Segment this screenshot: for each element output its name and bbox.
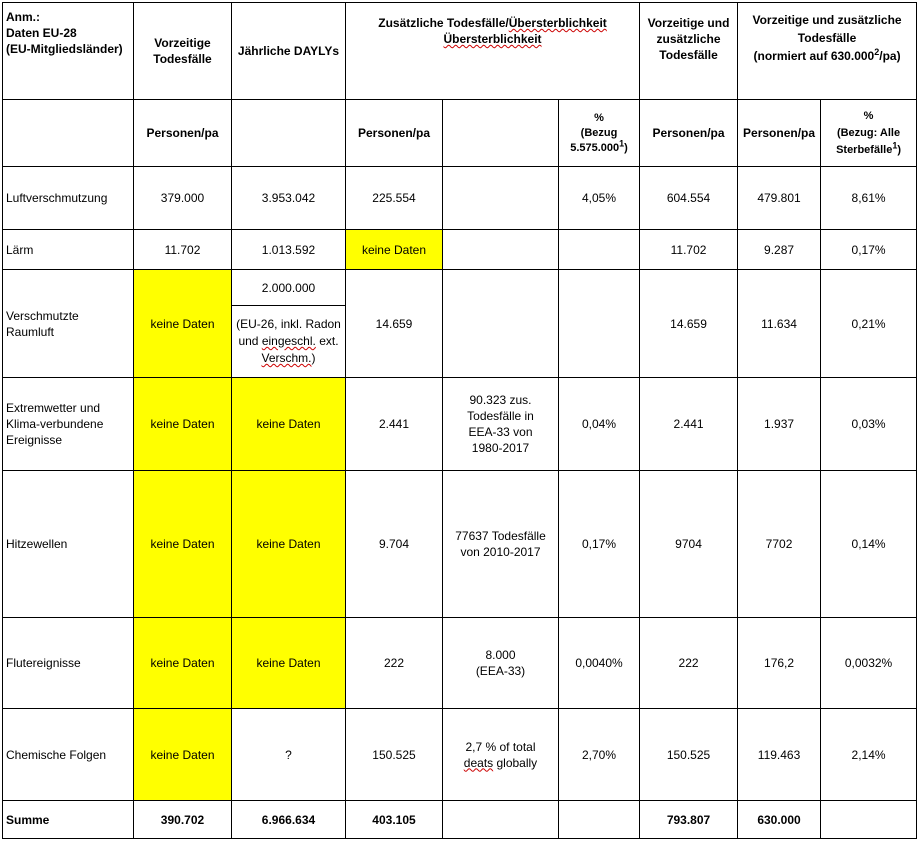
table-row: [3, 167, 917, 230]
cell-note: 90.323 zus. Todesfälle in EEA-33 von 1980-2017: [443, 378, 559, 471]
cell-pct-alle: 2,14%: [821, 709, 917, 801]
daylys-note-mid: ext.: [315, 334, 339, 348]
summe-vorzeitige: 390.702: [134, 801, 232, 839]
cell-vorzeitige: keine Daten: [134, 378, 232, 471]
header-uebersterblichkeit-2: Übersterblichkeit: [443, 32, 542, 46]
subheader-empty-1: [3, 100, 134, 167]
cell-pct: 0,17%: [559, 471, 640, 618]
cell-vorzeitige: keine Daten: [134, 618, 232, 709]
row-label: Verschmutzte Raumluft: [3, 270, 134, 378]
cell-vorzeitige: keine Daten: [134, 270, 232, 378]
subheader-pct-bezug: [559, 100, 640, 167]
summe-zus: 403.105: [346, 801, 443, 839]
table-row: [3, 709, 917, 801]
cell-pct: 2,70%: [559, 709, 640, 801]
subheader-zus-unit: Personen/pa: [346, 100, 443, 167]
summe-row: [3, 801, 917, 839]
summe-daylys: 6.966.634: [232, 801, 346, 839]
cell-zus: 150.525: [346, 709, 443, 801]
header-anm: Anm.: Daten EU-28 (EU-Mitgliedsländer): [3, 3, 134, 100]
row-label: Extremwetter und Klima-verbundene Ereignisse: [3, 378, 134, 471]
summe-note: [443, 801, 559, 839]
cell-pct: 4,05%: [559, 167, 640, 230]
subheader-pct-bezug-line1: %: [594, 111, 604, 124]
cell-vz: 11.702: [640, 230, 738, 270]
note-wavy: deats: [463, 755, 494, 770]
cell-vz: 9704: [640, 471, 738, 618]
cell-vorzeitige: 379.000: [134, 167, 232, 230]
row-label: Flutereignisse: [3, 618, 134, 709]
cell-pct-alle: 0,17%: [821, 230, 917, 270]
table-row: [3, 378, 917, 471]
cell-daylys: 2.000.000: [232, 270, 346, 306]
cell-norm: 7702: [738, 471, 821, 618]
cell-daylys: keine Daten: [232, 618, 346, 709]
cell-pct-alle: 8,61%: [821, 167, 917, 230]
cell-pct: [559, 270, 640, 378]
daylys-note-wavy-2: Verschm.: [261, 351, 312, 365]
cell-note: [443, 167, 559, 230]
cell-pct: 0,04%: [559, 378, 640, 471]
header-normiert: [738, 3, 917, 100]
cell-daylys: ?: [232, 709, 346, 801]
row-label: Lärm: [3, 230, 134, 270]
subheader-pct-alle-sup: 1: [892, 139, 898, 150]
cell-daylys: keine Daten: [232, 471, 346, 618]
subheader-pct-bezug-post: ): [624, 141, 628, 154]
cell-pct-alle: 0,14%: [821, 471, 917, 618]
subheader-pct-alle-line2: (Bezug: Alle: [836, 126, 901, 139]
cell-zus: 222: [346, 618, 443, 709]
header-zusaetzliche-todesfaelle: [346, 3, 640, 100]
cell-zus: keine Daten: [346, 230, 443, 270]
summe-norm: 630.000: [738, 801, 821, 839]
cell-vz: 222: [640, 618, 738, 709]
row-label: Hitzewellen: [3, 471, 134, 618]
cell-pct-alle: 0,0032%: [821, 618, 917, 709]
note-text: 2,7 % of total: [465, 739, 536, 754]
daylys-note-post: ): [311, 351, 316, 365]
daylys-note-wavy-1: eingeschl.: [261, 334, 316, 348]
header-normiert-sup: 2: [874, 47, 880, 57]
cell-norm: 1.937: [738, 378, 821, 471]
cell-vz: 150.525: [640, 709, 738, 801]
summe-vz: 793.807: [640, 801, 738, 839]
cell-norm: 479.801: [738, 167, 821, 230]
table-row: [3, 270, 917, 306]
cell-vz: 604.554: [640, 167, 738, 230]
cell-note: 77637 Todesfälle von 2010-2017: [443, 471, 559, 618]
table-row: [3, 230, 917, 270]
header-vorzeitige-todesfaelle: Vorzeitige Todesfälle: [134, 3, 232, 100]
header-normiert-post: /pa): [879, 49, 901, 63]
cell-norm: 176,2: [738, 618, 821, 709]
cell-pct: 0,0040%: [559, 618, 640, 709]
cell-vz: 14.659: [640, 270, 738, 378]
table-row: [3, 618, 917, 709]
cell-vorzeitige: keine Daten: [134, 709, 232, 801]
cell-vorzeitige: keine Daten: [134, 471, 232, 618]
cell-pct: [559, 230, 640, 270]
cell-vorzeitige: 11.702: [134, 230, 232, 270]
header-vorzeitige-und-zusaetzliche: Vorzeitige und zusätzliche Todesfälle: [640, 3, 738, 100]
subheader-norm-unit: Personen/pa: [738, 100, 821, 167]
header-normiert-pre: (normiert auf 630.000: [753, 49, 875, 63]
cell-norm: 11.634: [738, 270, 821, 378]
cell-note: [443, 270, 559, 378]
header-row: [3, 3, 917, 100]
subheader-pct-alle: [821, 100, 917, 167]
cell-vz: 2.441: [640, 378, 738, 471]
cell-norm: 119.463: [738, 709, 821, 801]
summe-label: Summe: [3, 801, 134, 839]
subheader-vorzeitige-unit: Personen/pa: [134, 100, 232, 167]
header-zusaetzliche-text: Zusätzliche Todesfälle/: [378, 16, 509, 30]
cell-pct-alle: 0,03%: [821, 378, 917, 471]
subheader-pct-alle-post: ): [897, 143, 901, 156]
header-uebersterblichkeit-1: Übersterblichkeit: [508, 16, 607, 30]
subheader-pct-bezug-line2: (Bezug: [580, 126, 618, 139]
cell-daylys-note: [232, 306, 346, 378]
subheader-row: [3, 100, 917, 167]
cell-note: 8.000 (EEA-33): [443, 618, 559, 709]
cell-note: [443, 709, 559, 801]
subheader-empty-3: [443, 100, 559, 167]
header-normiert-title: Vorzeitige und zusätzliche Todesfälle: [752, 13, 902, 45]
cell-daylys: keine Daten: [232, 378, 346, 471]
subheader-vz-unit: Personen/pa: [640, 100, 738, 167]
cell-zus: 14.659: [346, 270, 443, 378]
cell-norm: 9.287: [738, 230, 821, 270]
note-post: globally: [493, 755, 538, 770]
subheader-pct-bezug-line3: 5.575.000: [570, 141, 620, 154]
subheader-pct-bezug-sup: 1: [619, 137, 625, 148]
cell-daylys: 1.013.592: [232, 230, 346, 270]
daylys-note-text: (EU-26, inkl. Radon und: [236, 317, 341, 348]
mortality-data-table: [2, 2, 917, 839]
subheader-pct-alle-line3: Sterbefälle: [836, 143, 893, 156]
row-label: Chemische Folgen: [3, 709, 134, 801]
subheader-empty-2: [232, 100, 346, 167]
row-label: Luftverschmutzung: [3, 167, 134, 230]
table-row: [3, 471, 917, 618]
cell-daylys: 3.953.042: [232, 167, 346, 230]
cell-pct-alle: 0,21%: [821, 270, 917, 378]
summe-pct: [559, 801, 640, 839]
cell-zus: 2.441: [346, 378, 443, 471]
cell-zus: 225.554: [346, 167, 443, 230]
summe-pct-alle: [821, 801, 917, 839]
header-jaehrliche-daylys: Jährliche DAYLYs: [232, 3, 346, 100]
subheader-pct-alle-line1: %: [863, 109, 874, 122]
cell-note: [443, 230, 559, 270]
cell-zus: 9.704: [346, 471, 443, 618]
